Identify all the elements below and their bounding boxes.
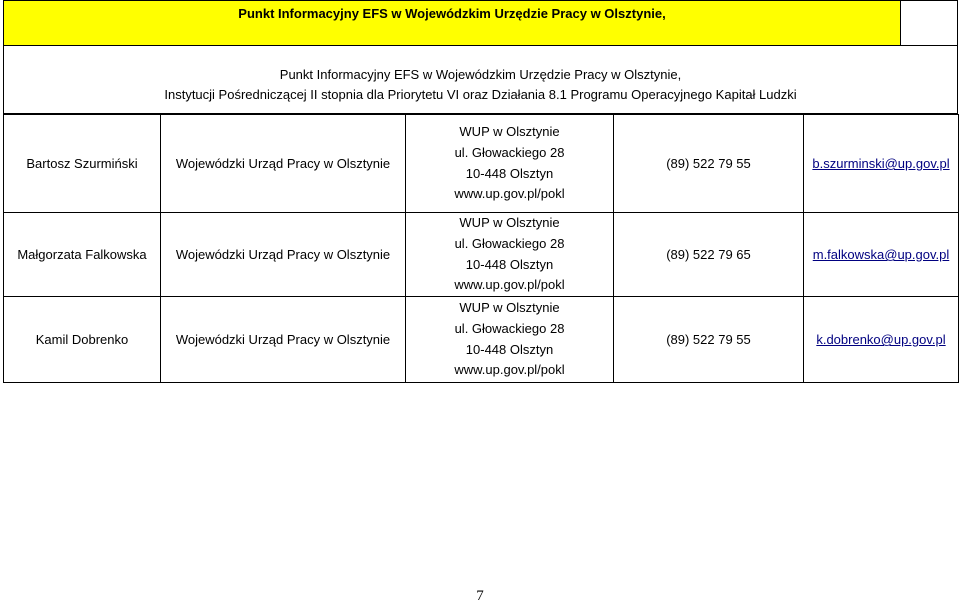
contact-name: Małgorzata Falkowska [4, 213, 161, 297]
contact-phone: (89) 522 79 55 [614, 115, 804, 213]
header-empty-cell [901, 1, 957, 45]
contact-address [406, 297, 614, 383]
contact-email-link[interactable]: b.szurminski@up.gov.pl [812, 156, 950, 171]
intro-line-1: Punkt Informacyjny EFS w Wojewódzkim Urzędzie Pracy w Olsztynie, [279, 67, 682, 82]
address-line: ul. Głowackiego 28 [454, 235, 565, 251]
contact-institution: Wojewódzki Urząd Pracy w Olsztynie [161, 115, 406, 213]
contact-address [406, 115, 614, 213]
contact-phone: (89) 522 79 55 [614, 297, 804, 383]
address-line: WUP w Olsztynie [459, 123, 560, 139]
table-row [4, 297, 959, 383]
address-website-link[interactable]: www.up.gov.pl/pokl [454, 186, 565, 202]
table-row [4, 115, 959, 213]
contact-email-link[interactable]: k.dobrenko@up.gov.pl [816, 332, 946, 348]
intro-block [3, 46, 958, 114]
address-line: 10-448 Olsztyn [465, 165, 554, 181]
contact-institution: Wojewódzki Urząd Pracy w Olsztynie [161, 213, 406, 297]
contact-email-cell [804, 115, 959, 213]
contact-email-cell [804, 297, 959, 383]
contact-email-cell [804, 213, 959, 297]
address-line: 10-448 Olsztyn [465, 256, 554, 272]
section-header [3, 0, 958, 46]
table-row [4, 213, 959, 297]
address-line: ul. Głowackiego 28 [454, 320, 565, 336]
section-title: Punkt Informacyjny EFS w Wojewódzkim Urzędzie Pracy w Olsztynie, [4, 1, 901, 45]
contacts-table [3, 114, 959, 383]
contact-name: Bartosz Szurmiński [4, 115, 161, 213]
contact-email-link[interactable]: m.falkowska@up.gov.pl [812, 247, 950, 263]
contact-institution: Wojewódzki Urząd Pracy w Olsztynie [161, 297, 406, 383]
address-line: WUP w Olsztynie [459, 300, 560, 316]
address-line: ul. Głowackiego 28 [454, 144, 565, 160]
intro-line-2: Instytucji Pośredniczącej II stopnia dla Priorytetu VI oraz Działania 8.1 Programu Operacyjnego Kapitał Ludzki [164, 87, 797, 102]
contact-name: Kamil Dobrenko [4, 297, 161, 383]
contact-phone: (89) 522 79 65 [614, 213, 804, 297]
address-line: WUP w Olsztynie [459, 215, 560, 230]
page-number: 7 [476, 588, 484, 604]
address-website-link[interactable]: www.up.gov.pl/pokl [454, 362, 565, 378]
address-website-link[interactable]: www.up.gov.pl/pokl [454, 277, 565, 293]
address-line: 10-448 Olsztyn [465, 341, 554, 357]
contact-address [406, 213, 614, 297]
